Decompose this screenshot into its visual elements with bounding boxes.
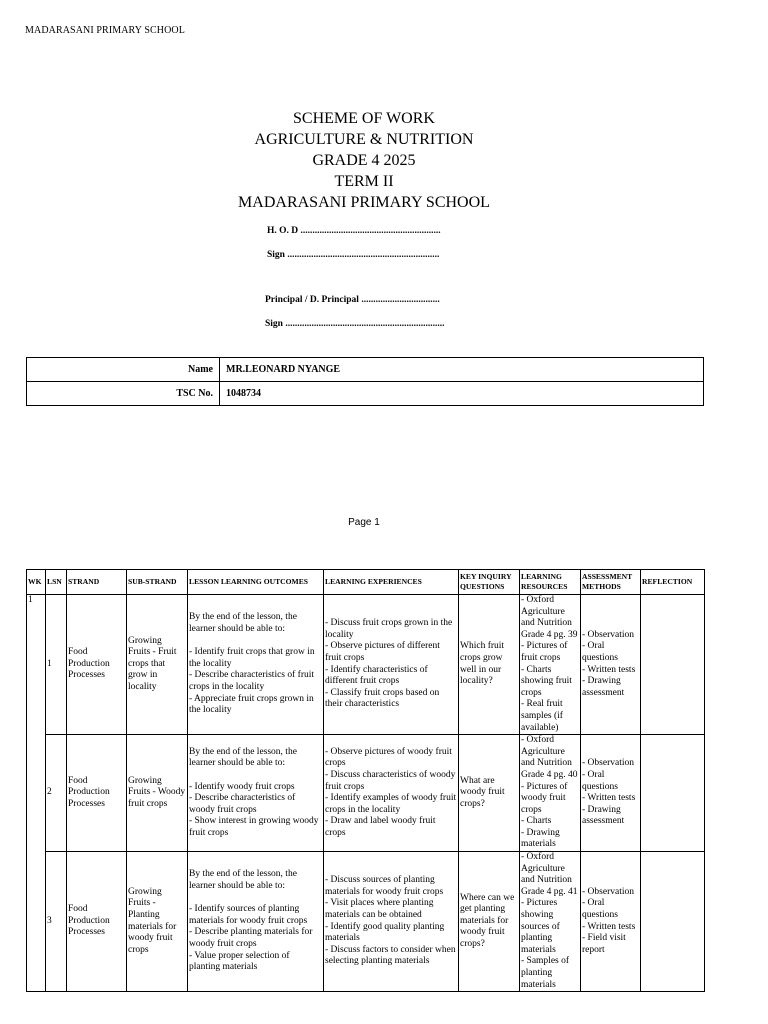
experiences-cell: - Discuss fruit crops grown in the locality - Observe pictures of different fruit crops - Identify characteristics of different fruit crops - Classify fruit crops based on their characteristics — [324, 595, 459, 735]
title-line: MADARASANI PRIMARY SCHOOL — [238, 194, 490, 211]
header-assessment: ASSESSMENT METHODS — [581, 570, 641, 595]
name-row — [27, 358, 704, 382]
tsc-row — [27, 382, 704, 406]
page-number: Page 1 — [348, 517, 380, 528]
principal-sign-line: Sign ................................................................... — [265, 319, 445, 329]
reflection-cell — [641, 735, 705, 852]
title-line: AGRICULTURE & NUTRITION — [254, 131, 474, 148]
header-substrand: SUB-STRAND — [127, 570, 188, 595]
experiences-cell: - Observe pictures of woody fruit crops - Discuss characteristics of woody fruit crops - Identify examples of woody fruit crops in the locality - Draw and label woody fruit crops — [324, 735, 459, 852]
header-questions: KEY INQUIRY QUESTIONS — [459, 570, 520, 595]
tsc-label: TSC No. — [27, 382, 220, 406]
hod-line: H. O. D ........................................................... — [267, 226, 441, 236]
assessment-cell: - Observation - Oral questions - Written tests - Drawing assessment — [581, 595, 641, 735]
header-experiences: LEARNING EXPERIENCES — [324, 570, 459, 595]
experiences-cell: - Discuss sources of planting materials for woody fruit crops - Visit places where planting materials can be obtained - Identify good quality planting materials - Discuss factors to consider when selecting planting materials — [324, 852, 459, 992]
header-reflection: REFLECTION — [641, 570, 705, 595]
header-lsn: LSN — [46, 570, 67, 595]
principal-line: Principal / D. Principal ................................. — [265, 295, 440, 305]
lsn-cell: 2 — [46, 735, 67, 852]
substrand-cell: Growing Fruits - Woody fruit crops — [127, 735, 188, 852]
title-line: GRADE 4 2025 — [312, 152, 416, 169]
table-row — [27, 735, 705, 852]
resources-cell: - Oxford Agriculture and Nutrition Grade 4 pg. 41 - Pictures showing sources of planting materials - Samples of planting materials — [520, 852, 581, 992]
substrand-cell: Growing Fruits - Planting materials for woody fruit crops — [127, 852, 188, 992]
resources-cell: - Oxford Agriculture and Nutrition Grade 4 pg. 40 - Pictures of woody fruit crops - Charts - Drawing materials — [520, 735, 581, 852]
questions-cell: What are woody fruit crops? — [459, 735, 520, 852]
resources-cell: - Oxford Agriculture and Nutrition Grade 4 pg. 39 - Pictures of fruit crops - Charts showing fruit crops - Real fruit samples (if available) — [520, 595, 581, 735]
lsn-cell: 1 — [46, 595, 67, 735]
assessment-cell: - Observation - Oral questions - Written tests - Field visit report — [581, 852, 641, 992]
school-header: MADARASANI PRIMARY SCHOOL — [25, 25, 185, 36]
document-title — [0, 108, 728, 213]
tsc-value: 1048734 — [220, 382, 704, 406]
table-row — [27, 852, 705, 992]
assessment-cell: - Observation - Oral questions - Written tests - Drawing assessment — [581, 735, 641, 852]
table-header-row — [27, 570, 705, 595]
strand-cell: Food Production Processes — [67, 735, 127, 852]
reflection-cell — [641, 852, 705, 992]
strand-cell: Food Production Processes — [67, 595, 127, 735]
header-strand: STRAND — [67, 570, 127, 595]
strand-cell: Food Production Processes — [67, 852, 127, 992]
outcomes-cell: By the end of the lesson, the learner should be able to: - Identify fruit crops that grow in the locality - Describe characteristics of fruit crops in the locality - Appreciate fruit crops grown in the locality — [188, 595, 324, 735]
name-label: Name — [27, 358, 220, 382]
lsn-cell: 3 — [46, 852, 67, 992]
week-number: 1 — [28, 595, 33, 605]
teacher-info-table — [26, 357, 704, 406]
reflection-cell — [641, 595, 705, 735]
outcomes-cell: By the end of the lesson, the learner should be able to: - Identify woody fruit crops - Describe characteristics of woody fruit crops - Show interest in growing woody fruit crops — [188, 735, 324, 852]
title-line: SCHEME OF WORK — [293, 110, 435, 127]
questions-cell: Where can we get planting materials for woody fruit crops? — [459, 852, 520, 992]
questions-cell: Which fruit crops grow well in our locality? — [459, 595, 520, 735]
outcomes-cell: By the end of the lesson, the learner should be able to: - Identify sources of planting materials for woody fruit crops - Describe planting materials for woody fruit crops - Value proper selection of planting materials — [188, 852, 324, 992]
header-resources: LEARNING RESOURCES — [520, 570, 581, 595]
header-wk: WK — [27, 570, 46, 595]
header-outcomes: LESSON LEARNING OUTCOMES — [188, 570, 324, 595]
substrand-cell: Growing Fruits - Fruit crops that grow in locality — [127, 595, 188, 735]
scheme-of-work-table — [26, 569, 705, 992]
week-cell — [27, 595, 46, 992]
name-value: MR.LEONARD NYANGE — [220, 358, 704, 382]
table-row — [27, 595, 705, 735]
title-line: TERM II — [334, 173, 394, 190]
hod-sign-line: Sign ................................................................ — [267, 250, 440, 260]
